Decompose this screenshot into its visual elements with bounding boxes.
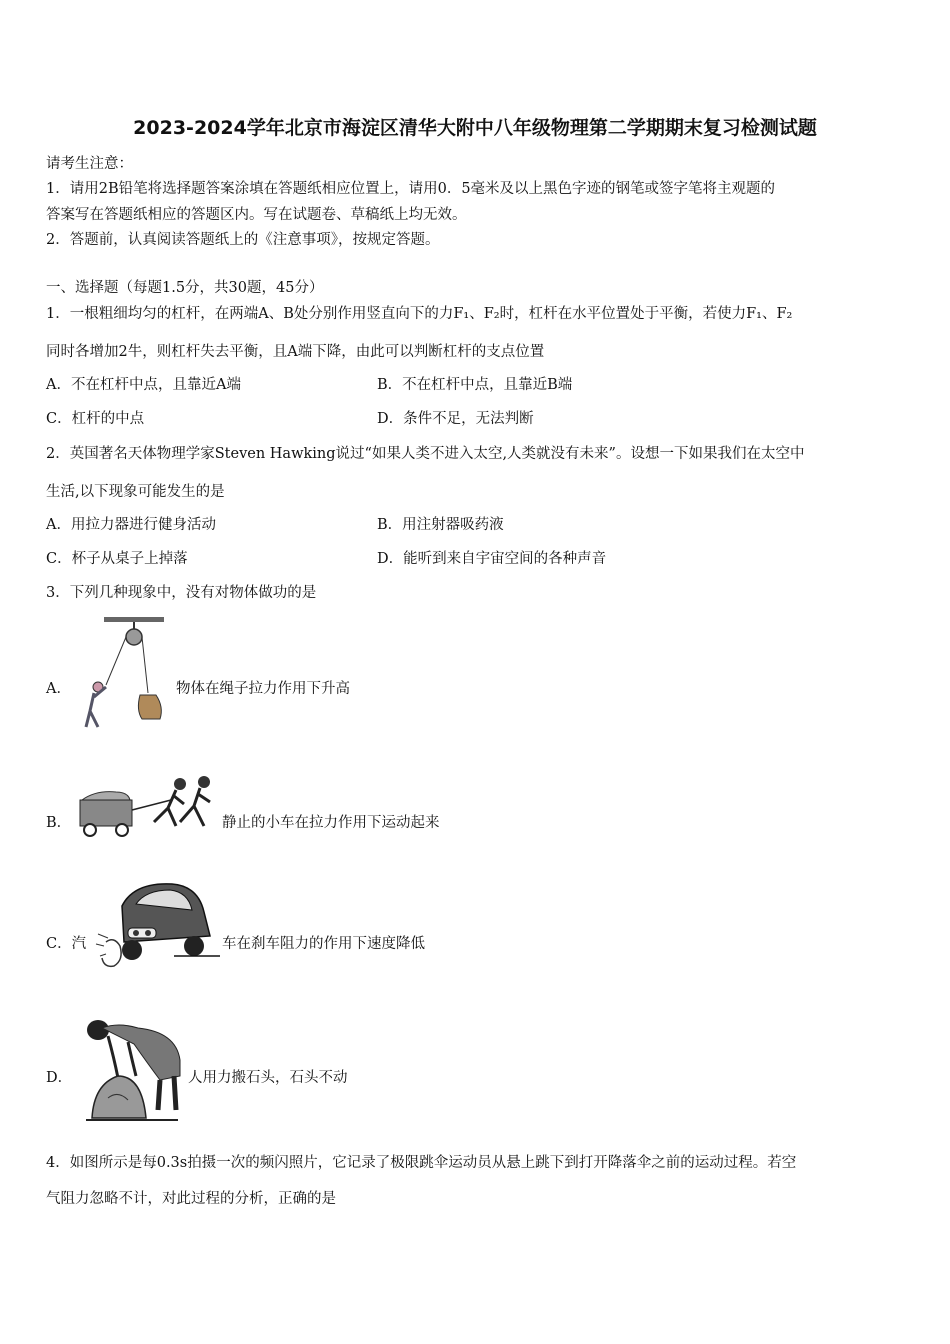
q3-option-a-label: A．: [46, 681, 71, 697]
q3-option-b-label: B．: [46, 815, 72, 831]
q1-option-a: A．不在杠杆中点，且靠近A端: [46, 377, 241, 393]
q3-option-a-text: 物体在绳子拉力作用下升高: [176, 681, 350, 697]
section-heading: 一、选择题（每题1.5分，共30题，45分）: [46, 280, 324, 296]
q2-stem-1: 2．英国著名天体物理学家Steven Hawking说过“如果人类不进入太空,人类就没有未来”。设想一下如果我们在太空中: [46, 446, 805, 462]
car-figure: [94, 876, 222, 976]
q3-stem: 3．下列几种现象中，没有对物体做功的是: [46, 585, 317, 601]
q3-option-d-label: D．: [46, 1070, 73, 1086]
q3-option-d-text: 人用力搬石头，石头不动: [188, 1070, 348, 1086]
notice-line-1: 1．请用2B铅笔将选择题答案涂填在答题纸相应位置上，请用0．5毫米及以上黑色字迹的钢笔或签字笔将主观题的: [46, 181, 776, 197]
notice-line-1b: 答案写在答题纸相应的答题区内。写在试题卷、草稿纸上均无效。: [46, 207, 467, 223]
q1-option-d: D．条件不足，无法判断: [377, 411, 534, 427]
q1-option-c: C．杠杆的中点: [46, 411, 145, 427]
q2-stem-2: 生活,以下现象可能发生的是: [46, 484, 225, 500]
q4-stem-2: 气阻力忽略不计，对此过程的分析，正确的是: [46, 1191, 336, 1207]
stone-figure: [78, 1014, 188, 1129]
notice-heading: 请考生注意：: [46, 156, 133, 172]
q3-option-c-label: C．汽: [46, 936, 87, 952]
q2-option-d: D．能听到来自宇宙空间的各种声音: [377, 551, 607, 567]
pulley-figure: [76, 615, 176, 730]
q4-stem-1: 4．如图所示是每0.3s拍摄一次的频闪照片，它记录了极限跳伞运动员从悬上跳下到打开降落伞之前的运动过程。若空: [46, 1155, 797, 1171]
notice-line-2: 2．答题前，认真阅读答题纸上的《注意事项》，按规定答题。: [46, 232, 440, 248]
q2-option-b: B．用注射器吸药液: [377, 517, 504, 533]
cart-figure: [76, 770, 221, 840]
q1-option-b: B．不在杠杆中点，且靠近B端: [377, 377, 573, 393]
q2-option-c: C．杯子从桌子上掉落: [46, 551, 188, 567]
q2-option-a: A．用拉力器进行健身活动: [46, 517, 216, 533]
q1-stem-1: 1．一根粗细均匀的杠杆，在两端A、B处分别作用竖直向下的力F₁、F₂时，杠杆在水平位置处于平衡，若使力F₁、F₂: [46, 306, 793, 322]
q1-stem-2: 同时各增加2牛，则杠杆失去平衡，且A端下降，由此可以判断杠杆的支点位置: [46, 344, 545, 360]
q3-option-b-text: 静止的小车在拉力作用下运动起来: [222, 815, 440, 831]
page-title: 2023-2024学年北京市海淀区清华大附中八年级物理第二学期期末复习检测试题: [133, 117, 817, 139]
q3-option-c-text: 车在刹车阻力的作用下速度降低: [222, 936, 425, 952]
